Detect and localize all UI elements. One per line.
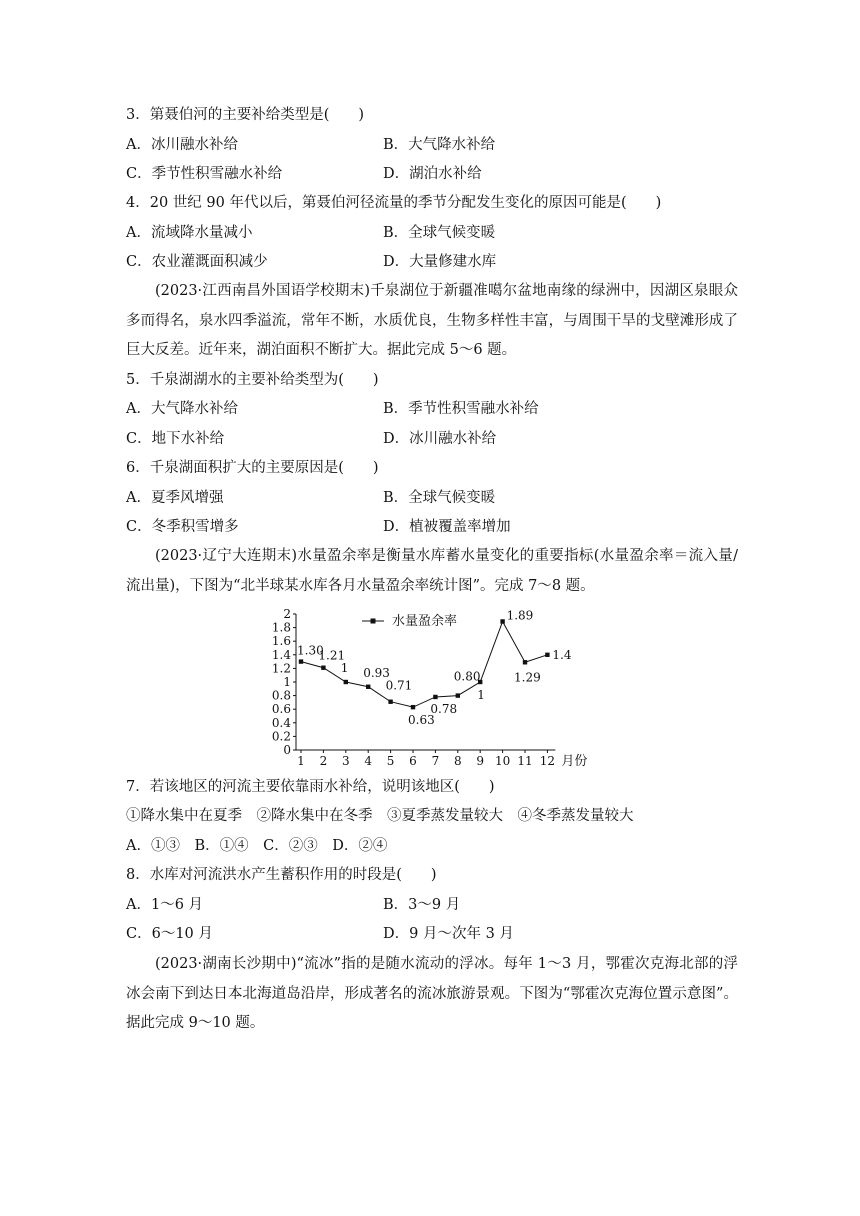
x-tick-label: 2: [319, 754, 328, 768]
q3-option-a: A．冰川融水补给: [126, 137, 238, 153]
y-tick-label: 0: [283, 743, 291, 757]
q3-stem: 3．第聂伯河的主要补给类型是( ): [126, 107, 365, 123]
water-surplus-chart: [270, 604, 600, 770]
y-tick-label: 0.4: [271, 715, 291, 730]
q8-option-c: C．6～10 月: [126, 926, 213, 942]
q7-stem: 7．若该地区的河流主要依靠雨水补给，说明该地区( ): [126, 779, 495, 795]
q5-option-a: A．大气降水补给: [126, 401, 238, 417]
data-point: [523, 660, 527, 664]
q8-option-b: B．3～9 月: [383, 897, 461, 913]
q5-option-c: C．地下水补给: [126, 431, 225, 447]
q5-option-b: B．季节性积雪融水补给: [383, 401, 539, 417]
q8-option-a: A．1～6 月: [126, 897, 204, 913]
x-axis-label: 月份: [561, 754, 588, 769]
data-label: 0.78: [430, 701, 458, 716]
data-label: 1: [340, 661, 349, 675]
x-tick-label: 10: [494, 754, 511, 768]
y-tick-label: 0.2: [271, 729, 291, 744]
q3-option-b: B．大气降水补给: [383, 137, 496, 153]
y-tick-label: 1.2: [271, 661, 291, 676]
data-point: [433, 695, 437, 699]
data-point: [299, 659, 303, 663]
x-tick-label: 7: [431, 754, 440, 768]
data-label: 1.30: [297, 643, 324, 658]
data-label: 0.63: [408, 713, 435, 728]
legend-label: 水量盈余率: [392, 614, 458, 629]
y-tick-label: 0.8: [271, 688, 291, 703]
data-label: 1: [477, 688, 485, 702]
q4-option-b: B．全球气候变暖: [383, 225, 496, 241]
q7-options: A．①③ B．①④ C．②③ D．②④: [126, 838, 388, 854]
series-polyline: [301, 621, 547, 707]
q6-option-c: C．冬季积雪增多: [126, 519, 239, 535]
q6-option-a: A．夏季风增强: [126, 490, 224, 506]
y-tick-label: 0.6: [271, 702, 291, 717]
q6-option-d: D．植被覆盖率增加: [383, 519, 511, 535]
x-axis: [296, 750, 587, 769]
passage-5-6: (2023·江西南昌外国语学校期末)千泉湖位于新疆准噶尔盆地南缘的绿洲中，因湖区泉眼众多而得名，泉水四季溢流，常年不断，水质优良，生物多样性丰富，与周围干旱的戈壁滩形成了巨大反差。近年来，湖泊面积不断扩大。据此完成 5～6 题。: [126, 283, 738, 358]
x-tick-label: 4: [364, 754, 373, 768]
data-label: 1.21: [318, 648, 346, 663]
y-axis: [272, 607, 296, 757]
y-tick-label: 1: [283, 675, 291, 689]
legend-marker: [371, 619, 376, 624]
passage-9-10: (2023·湖南长沙期中)“流冰”指的是随水流动的浮冰。每年 1～3 月，鄂霍次克海北部的浮冰会南下到达日本北海道岛沿岸，形成著名的流冰旅游景观。下图为“鄂霍次克海位置示意图”。据此完成 9～10 题。: [126, 956, 738, 1031]
series-line: [299, 619, 550, 709]
q4-stem: 4．20 世纪 90 年代以后，第聂伯河径流量的季节分配发生变化的原因可能是( ): [126, 195, 662, 211]
q6-option-b: B．全球气候变暖: [383, 490, 496, 506]
data-point: [456, 693, 460, 697]
q5-option-d: D．冰川融水补给: [383, 431, 497, 447]
x-tick-label: 3: [341, 754, 350, 768]
data-point: [388, 700, 392, 704]
q8-option-d: D．9 月～次年 3 月: [383, 926, 514, 942]
data-label: 0.93: [363, 665, 390, 680]
data-label: 0.80: [453, 669, 481, 684]
y-tick-label: 1.8: [271, 620, 291, 635]
q8-stem: 8．水库对河流洪水产生蓄积作用的时段是( ): [126, 867, 437, 883]
data-label: 1.89: [506, 608, 534, 623]
q4-option-d: D．大量修建水库: [383, 254, 497, 270]
legend: [362, 613, 457, 629]
y-tick-label: 2: [283, 607, 291, 621]
q4-option-c: C．农业灌溉面积减少: [126, 254, 268, 270]
data-point: [366, 685, 370, 689]
passage-7-8: (2023·辽宁大连期末)水量盈余率是衡量水库蓄水量变化的重要指标(水量盈余率＝流入量/流出量)，下图为“北半球某水库各月水量盈余率统计图”。完成 7～8 题。: [126, 548, 738, 594]
x-tick-label: 9: [476, 754, 485, 768]
q6-stem: 6．千泉湖面积扩大的主要原因是( ): [126, 460, 379, 476]
q4-option-a: A．流域降水量减小: [126, 225, 253, 241]
data-point: [411, 705, 415, 709]
x-tick-label: 5: [386, 754, 395, 768]
q3-option-d: D．湖泊水补给: [383, 166, 482, 182]
data-label: 1.29: [514, 670, 541, 685]
data-point: [344, 680, 348, 684]
data-point: [321, 666, 325, 670]
y-tick-label: 1.6: [271, 634, 291, 649]
x-tick-label: 1: [297, 754, 305, 768]
y-tick-label: 1.4: [271, 647, 291, 662]
data-point: [545, 653, 549, 657]
q7-statements: ①降水集中在夏季 ②降水集中在冬季 ③夏季蒸发量较大 ④冬季蒸发量较大: [126, 808, 634, 824]
data-point: [500, 619, 504, 623]
x-tick-label: 11: [517, 754, 533, 768]
x-tick-label: 6: [409, 754, 417, 768]
x-tick-label: 12: [539, 754, 556, 768]
x-tick-label: 8: [453, 754, 462, 768]
data-label: 0.71: [385, 678, 413, 693]
data-label: 1.4: [552, 647, 572, 662]
q3-option-c: C．季节性积雪融水补给: [126, 166, 283, 182]
q5-stem: 5．千泉湖湖水的主要补给类型为( ): [126, 372, 379, 388]
